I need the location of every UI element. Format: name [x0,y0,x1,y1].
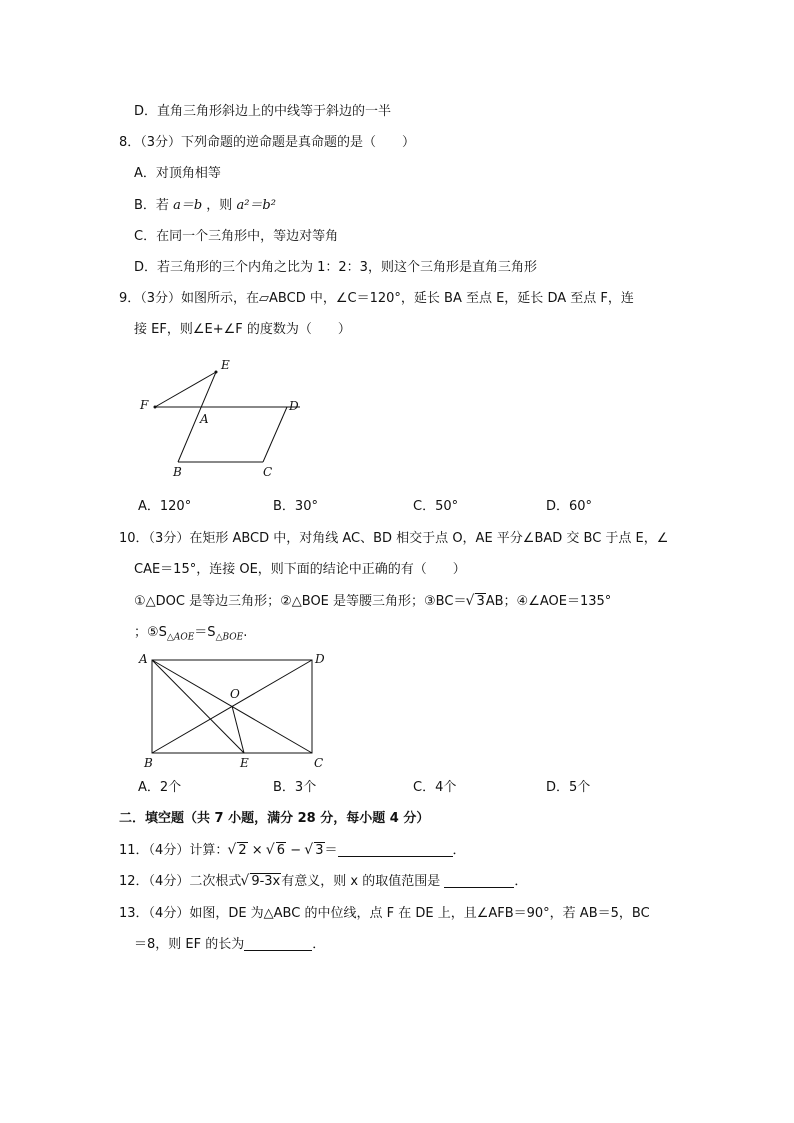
q9-option-b: B．30° [273,499,318,514]
q10-sqrt3 [466,593,485,611]
q7-option-d: D．直角三角形斜边上的中线等于斜边的一半 [134,104,392,119]
q9-stem-line2: 接 EF，则∠E+∠F 的度数为（ ） [134,322,351,337]
q11-period: ． [452,843,466,858]
section2-title: 二．填空题（共 7 小题，满分 28 分，每小题 4 分） [119,811,430,826]
q9-label-a: A [200,412,209,426]
q11-eq: ＝ [324,843,338,858]
q10-conclusions-part2: AB；④∠AOE＝135° [485,594,612,609]
q10-label-d: D [315,652,325,666]
q9-label-f: F [140,398,149,412]
q9-label-c: C [263,465,273,479]
q9-point-f [154,406,157,409]
q8-option-b-eq1: a＝b [173,198,203,213]
q12-answer-blank[interactable] [444,873,514,888]
q10-label-c: C [314,756,324,770]
q8-option-b [134,197,276,215]
q10-option-a: A．2个 [138,780,182,795]
q11-sqrt6-radicand: 6 [276,843,286,858]
q10-label-e: E [240,756,249,770]
q11-sqrt2 [228,842,247,860]
q9-figure [130,355,320,480]
q12-period: ． [514,874,528,889]
q10-line-oe [232,706,244,753]
q9-option-d: D．60° [546,499,593,514]
q8-stem: 8．（3分）下列命题的逆命题是真命题的是（ ） [119,135,416,150]
q9-label-e: E [221,358,230,372]
q13-line1: 13．（4分）如图，DE 为△ABC 的中位线，点 F 在 DE 上，且∠AFB＝90°，若 AB＝5，BC [119,906,650,921]
q11-sqrt3 [305,842,324,860]
q11-sqrt2-radicand: 2 [238,843,247,858]
q8-option-d: D．若三角形的三个内角之比为 1：2：3，则这个三角形是直角三角形 [134,260,537,275]
q10-period: . [243,625,248,640]
q10-option-c: C．4个 [413,780,457,795]
q9-option-a: A．120° [138,499,192,514]
q10-option-b: B．3个 [273,780,317,795]
q10-figure [134,648,334,773]
q10-label-b: B [144,756,153,770]
q11-minus: − [286,843,306,858]
q11-sqrt3-radicand: 3 [315,843,324,858]
q12-line [119,873,527,891]
q11-sqrt6 [267,842,286,860]
q10-conclusions-line2 [134,624,247,647]
q9-line-cd [263,407,287,462]
q10-line-ae [152,660,244,753]
q12-sqrt-radicand: 9-3x [251,874,281,889]
q12-suffix: 有意义，则 x 的取值范围是 [281,874,441,889]
q9-line-eb [178,372,216,462]
q10-conclusions-line1 [134,593,611,611]
q10-stem-line1: 10．（3分）在矩形 ABCD 中，对角线 AC、BD 相交于点 O，AE 平分∠BAD 交 BC 于点 E，∠ [119,531,669,546]
q13-answer-blank[interactable] [244,936,312,951]
q13-period: ． [312,937,326,952]
q10-eq: ＝S [194,625,216,640]
q10-label-o: O [230,687,240,701]
q10-label-a: A [139,652,148,666]
q9-point-e [215,371,218,374]
q8-option-b-eq2: a²＝b² [236,198,276,213]
q10-conclusions-part1: ①△DOC 是等边三角形；②△BOE 是等腰三角形；③BC＝ [134,594,467,609]
q10-conclusions-line2-prefix: ；⑤S [134,625,167,640]
q9-label-d: D [289,399,299,413]
q10-sqrt3-radicand: 3 [476,594,485,609]
q10-sub-boe: △BOE [215,632,244,643]
q8-option-c: C．在同一个三角形中，等边对等角 [134,229,339,244]
q10-stem-line2: CAE＝15°，连接 OE，则下面的结论中正确的有（ ） [134,562,466,577]
q9-stem-line1: 9．（3分）如图所示，在▱ABCD 中，∠C＝120°，延长 BA 至点 E，延长 DA 至点 F，连 [119,291,634,306]
q11-times: × [247,843,267,858]
q8-option-b-mid: ，则 [206,198,233,213]
q10-sub-aoe: △AOE [166,632,195,643]
q9-line-fe [155,372,216,407]
q9-option-c: C．50° [413,499,459,514]
q13-line2-prefix: ＝8，则 EF 的长为 [134,937,245,952]
q11-answer-blank[interactable] [338,842,453,857]
q8-option-a: A．对顶角相等 [134,166,221,181]
q11-line [119,842,466,860]
q11-prefix: 11．（4分）计算： [119,843,229,858]
q13-line2 [134,936,325,954]
q9-label-b: B [173,465,182,479]
q10-option-d: D．5个 [546,780,591,795]
q12-sqrt [241,873,281,891]
q12-prefix: 12．（4分）二次根式 [119,874,242,889]
q8-option-b-prefix: B．若 [134,198,169,213]
